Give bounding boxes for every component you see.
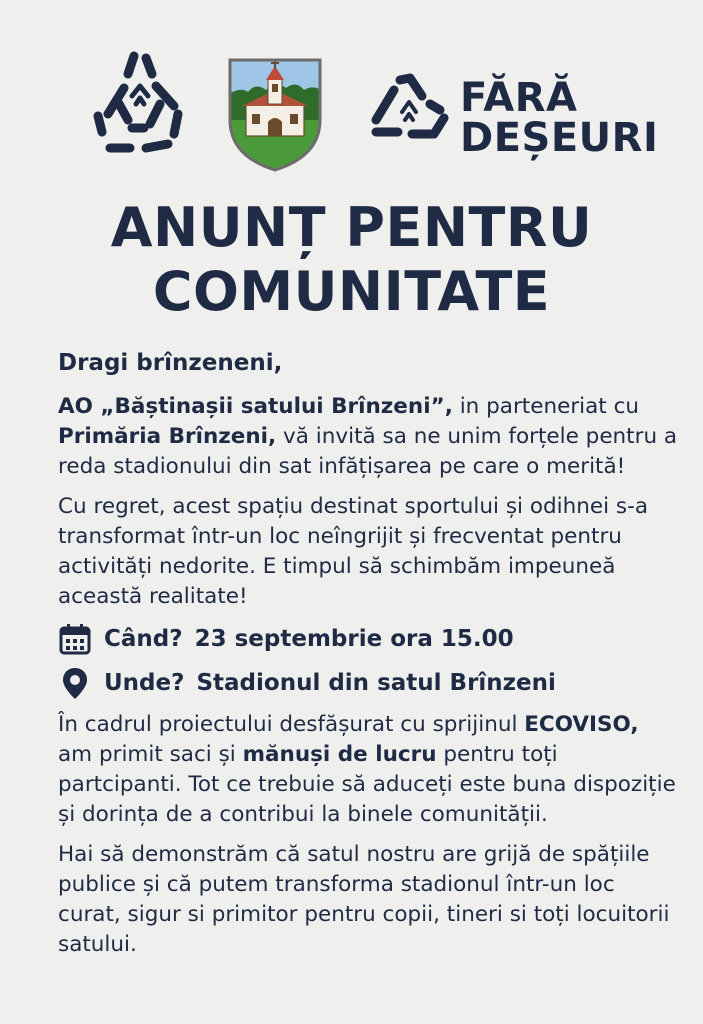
organization-name: AO „Băștinașii satului Brînzeni”, xyxy=(58,394,453,419)
header xyxy=(0,38,703,178)
announcement-body xyxy=(58,348,678,970)
where-value: Stadionul din satul Brînzeni xyxy=(196,670,556,696)
where-label: Unde? xyxy=(104,670,185,696)
calendar-icon xyxy=(58,622,92,656)
coat-of-arms-icon xyxy=(226,56,324,174)
page-title xyxy=(0,196,703,324)
paragraph-invitation: AO „Băștinașii satului Brînzeni”, in parteneriat cu Primăria Brînzeni, vă invită sa ne unim forțele pentru a reda stadionului din sat infățișarea pe care o merită! xyxy=(58,394,678,479)
title-line-2: COMUNITATE xyxy=(152,260,551,323)
partner-name: Primăria Brînzeni, xyxy=(58,424,277,449)
recycle-icon xyxy=(368,70,450,152)
gloves-highlight: mănuși de lucru xyxy=(242,742,437,767)
sponsor-name: ECOVISO, xyxy=(524,712,639,737)
greeting: Dragi brînzeneni, xyxy=(58,350,283,376)
paragraph-closing: Hai să demonstrăm că satul nostru are grijă de spățiile publice și că putem transforma stadionul într-un loc curat, sigur si primitor pentru copii, tineri si toți locuitorii satului. xyxy=(58,842,670,957)
recycle-icon xyxy=(88,44,188,164)
when-row xyxy=(58,622,678,656)
brand-line-2: DEȘEURI xyxy=(460,115,659,161)
paragraph-problem: Cu regret, acest spațiu destinat sportului și odihnei s-a transformat într-un loc neîngrijit și frecventat pentru activități nedorite. E timpul să schimbăm impeuneă această realitate! xyxy=(58,494,649,609)
brand-wordmark xyxy=(460,75,659,161)
where-row xyxy=(58,666,678,700)
paragraph-project: În cadrul proiectului desfășurat cu sprijinul ECOVISO, am primit saci și mănuși de lucru pentru toți partcipanti. Tot ce trebuie să aduceți este buna dispoziție și dorința de a contribui la binele comunității. xyxy=(58,712,676,827)
when-value: 23 septembrie ora 15.00 xyxy=(194,626,514,652)
location-pin-icon xyxy=(58,666,92,700)
brand-line-1: FĂRĂ xyxy=(460,75,578,121)
when-label: Când? xyxy=(104,626,183,652)
title-line-1: ANUNȚ PENTRU xyxy=(110,196,593,259)
